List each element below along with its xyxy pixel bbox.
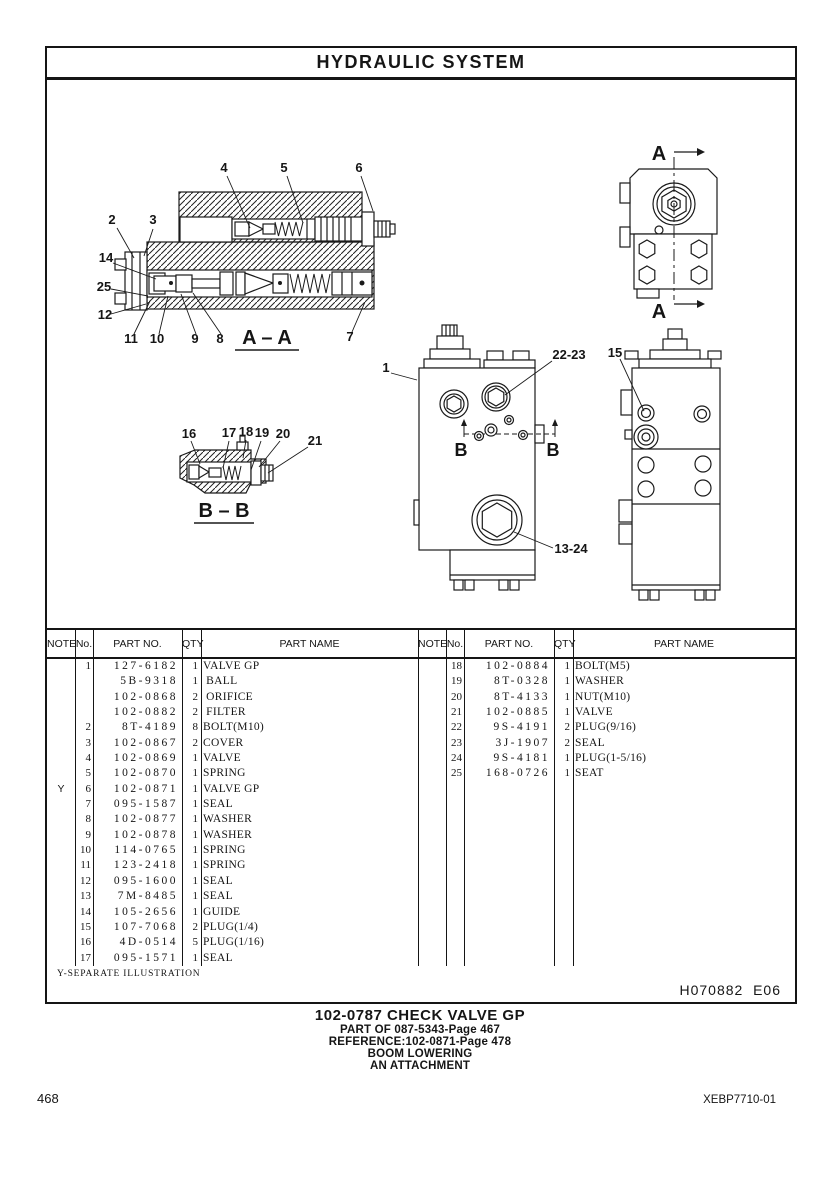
cell-note [418,751,446,767]
cell-qty: 2 [192,736,198,749]
cell-part-no: 095-1571 [113,951,178,964]
table-row [47,828,418,843]
section-marker-b-right: B [546,440,560,460]
cell-note [47,674,75,690]
cell-no: 21 [451,706,462,719]
cell-qty: 2 [192,920,198,933]
cell-note [47,951,75,967]
cell-part-name: BALL [203,675,238,688]
table-header [418,630,795,659]
table-row [47,751,418,766]
cell-no: 25 [451,767,462,780]
cell-note [47,920,75,936]
header-no: No. [75,637,93,650]
cell-note [418,659,446,675]
cell-no: 8 [85,813,91,826]
cell-no: 17 [80,951,91,964]
callout-7: 7 [346,329,354,344]
cell-note [47,659,75,675]
cell-no: 11 [80,859,91,872]
callout-13-24: 13-24 [554,541,588,556]
table-body [418,659,795,782]
cell-part-no: 102-0878 [113,828,178,841]
table-row [47,705,418,720]
cell-note [47,751,75,767]
table-row [47,951,418,966]
cell-qty: 1 [192,951,198,964]
callout-9: 9 [191,331,199,346]
cell-note [418,766,446,782]
table-row [47,720,418,735]
cell-no: 7 [85,798,91,811]
cell-part-name: SEAL [575,736,605,749]
cell-no: 5 [85,767,91,780]
cell-part-name: VALVE GP [203,782,260,795]
table-row [47,858,418,873]
cell-part-name: PLUG(1-5/16) [575,752,647,765]
cell-part-name: SPRING [203,859,246,872]
cell-no: 15 [80,920,91,933]
cell-note [47,797,75,813]
table-row [47,674,418,689]
callout-5: 5 [280,160,288,175]
cell-no: 13 [80,890,91,903]
top-view-drawing [620,148,717,308]
page-frame [45,46,797,1004]
header-part-no: PART NO. [113,637,162,650]
cell-qty: 5 [192,936,198,949]
callout-22-23: 22-23 [552,347,586,362]
cell-part-name: VALVE [203,752,241,765]
table-row [47,659,418,674]
cell-no: 12 [80,874,91,887]
table-row [47,736,418,751]
technical-drawing [47,80,795,628]
table-row [418,751,795,766]
header-qty: QTY [182,637,204,650]
cell-no [75,690,93,706]
cell-part-no: 9S-4191 [493,721,550,734]
cell-part-no: 127-6182 [113,660,178,672]
cell-note [47,690,75,706]
cell-part-name: SPRING [203,844,246,857]
table-row [47,935,418,950]
cell-qty: 1 [192,905,198,918]
callout-15: 15 [607,345,623,360]
callout-1: 1 [382,360,390,375]
table-row [418,705,795,720]
callout-10: 10 [149,331,165,346]
cell-note [418,674,446,690]
cell-part-no: 095-1600 [113,874,178,887]
cell-part-name: NUT(M10) [575,690,631,703]
cell-qty: 2 [564,736,570,749]
table-row [47,782,418,797]
cell-part-no: 4D-0514 [119,936,178,949]
table-row [418,690,795,705]
callout-18: 18 [238,424,254,439]
section-marker-b-left: B [454,440,468,460]
cell-qty: 8 [192,721,198,734]
cell-part-no: 8T-4189 [121,721,178,734]
cell-note [47,812,75,828]
cell-qty: 1 [192,752,198,765]
cell-part-no: 102-0885 [485,706,550,719]
front-view-drawing [414,325,558,590]
callout-12: 12 [97,307,113,322]
parts-table-left [47,630,418,966]
figure-caption [0,1007,840,1072]
header-note: NOTE [418,637,448,650]
cell-qty: 1 [564,767,570,780]
separate-illustration-note: Y-SEPARATE ILLUSTRATION [57,969,201,979]
header-part-name: PART NAME [653,637,715,650]
cell-note [47,720,75,736]
callout-6: 6 [355,160,363,175]
cell-no: 4 [85,752,91,765]
cell-qty: 1 [564,706,570,719]
cell-qty: 1 [564,752,570,765]
cell-part-no: 102-0882 [113,706,178,719]
cell-note: Y [57,782,65,795]
cell-qty: 1 [564,675,570,688]
cell-note [47,905,75,921]
callout-20: 20 [275,426,291,441]
header-part-no: PART NO. [484,637,534,650]
section-label-aa: A – A [242,327,292,349]
cell-qty: 1 [192,828,198,841]
cell-no: 14 [80,905,91,918]
cell-qty: 1 [564,690,570,703]
section-aa-drawing [115,192,395,310]
cell-part-no: 102-0871 [113,782,178,795]
diagram-area [47,80,795,628]
caption-title: 102-0787 CHECK VALVE GP [314,1007,526,1024]
cell-part-no: 107-7068 [113,920,178,933]
cell-part-name: BOLT(M10) [203,721,265,734]
callout-19: 19 [254,425,270,440]
table-row [47,843,418,858]
cell-part-no: 123-2418 [113,859,178,872]
cell-part-name: SEAL [203,798,233,811]
cell-no [75,705,93,721]
footnote-area [47,966,795,1002]
table-row [418,766,795,781]
cell-part-name: FILTER [203,706,246,719]
cell-part-no: 102-0867 [113,736,178,749]
parts-table-right [418,630,795,966]
cell-part-no: 8T-4133 [493,690,550,703]
parts-table [47,628,795,966]
table-row [47,889,418,904]
cell-note [47,736,75,752]
cell-no: 10 [80,844,91,857]
cell-part-name: PLUG(1/16) [203,936,265,949]
cell-no [75,674,93,690]
page-title: HYDRAULIC SYSTEM [316,52,526,72]
cell-part-name: VALVE GP [203,660,260,672]
cell-no: 22 [451,721,462,734]
cell-part-name: SEAL [203,874,233,887]
cell-no: 24 [451,752,462,765]
cell-no: 19 [451,675,462,688]
cell-part-no: 102-0868 [113,690,178,703]
header-no: No. [446,637,464,650]
cell-part-no: 105-2656 [113,905,178,918]
header-part-name: PART NAME [279,637,340,650]
callout-2: 2 [108,212,116,227]
header-qty: QTY [554,637,576,650]
cell-note [47,843,75,859]
cell-qty: 1 [192,660,198,672]
cell-no: 9 [85,828,91,841]
cell-note [47,889,75,905]
cell-qty: 1 [192,874,198,887]
cell-part-name: BOLT(M5) [575,660,631,672]
cell-part-name: SEAT [575,767,604,780]
cell-note [47,874,75,890]
side-view-labels [608,345,622,360]
section-marker-a-bottom: A [651,301,667,323]
section-label-bb: B – B [198,500,250,522]
callout-3: 3 [149,212,157,227]
callout-8: 8 [216,331,224,346]
table-row [47,920,418,935]
cell-no: 20 [451,690,462,703]
cell-qty: 1 [192,859,198,872]
caption-attachment: AN ATTACHMENT [369,1060,471,1072]
cell-note [418,705,446,721]
cell-note [418,720,446,736]
cell-part-name: ORIFICE [203,690,254,703]
cell-part-name: VALVE [575,706,613,719]
cell-part-name: SEAL [203,890,233,903]
cell-part-no: 7M-8485 [117,890,178,903]
table-row [47,690,418,705]
cell-no: 18 [451,660,462,672]
cell-part-no: 5B-9318 [120,675,178,688]
callout-17: 17 [221,425,237,440]
table-row [418,674,795,689]
callout-16: 16 [181,426,197,441]
table-row [418,659,795,674]
cell-qty: 1 [192,844,198,857]
cell-no: 3 [85,736,91,749]
cell-qty: 1 [192,767,198,780]
cell-part-no: 095-1587 [113,798,178,811]
cell-part-name: PLUG(1/4) [203,920,259,933]
cell-qty: 1 [192,890,198,903]
section-marker-a-top: A [651,143,667,165]
cell-note [47,705,75,721]
cell-part-no: 102-0877 [113,813,178,826]
cell-part-no: 168-0726 [485,767,550,780]
callout-14: 14 [98,250,114,265]
cell-no: 1 [85,660,91,672]
cell-note [418,690,446,706]
cell-part-no: 102-0884 [485,660,550,672]
cell-part-no: 9S-4181 [493,752,550,765]
cell-qty: 1 [564,660,570,672]
cell-note [47,858,75,874]
callout-4: 4 [220,160,228,175]
cell-qty: 2 [564,721,570,734]
cell-part-no: 102-0869 [113,752,178,765]
document-code: XEBP7710-01 [703,1094,776,1106]
cell-part-name: COVER [203,736,244,749]
table-row [47,812,418,827]
callout-11: 11 [124,331,138,346]
cell-qty: 2 [192,690,198,703]
cell-qty: 2 [192,706,198,719]
cell-part-no: 114-0765 [114,844,178,857]
table-header [47,630,418,659]
cell-part-name: WASHER [203,828,253,841]
cell-note [47,828,75,844]
revision-stamp: H070882 E06 [679,982,781,998]
cell-note [47,935,75,951]
cell-part-no: 3J-1907 [495,736,550,749]
table-row [47,766,418,781]
table-row [418,720,795,735]
cell-no: 16 [80,936,91,949]
cell-qty: 1 [192,782,198,795]
cell-qty: 1 [192,675,198,688]
cell-no: 23 [451,736,462,749]
side-view-drawing [619,329,721,600]
cell-part-name: SEAL [203,951,233,964]
header-note: NOTE [47,637,77,650]
cell-part-no: 8T-0328 [493,675,550,688]
cell-qty: 1 [192,813,198,826]
cell-part-name: WASHER [575,675,625,688]
cell-part-name: PLUG(9/16) [575,721,637,734]
cell-part-name: SPRING [203,767,246,780]
caption-reference: REFERENCE:102-0871-Page 478 [328,1036,512,1048]
cell-no: 2 [85,721,91,734]
page-number: 468 [37,1091,59,1106]
cell-part-name: GUIDE [203,905,241,918]
cell-part-no: 102-0870 [113,767,178,780]
callout-21: 21 [307,433,323,448]
cell-note [418,736,446,752]
table-body [47,659,418,966]
cell-part-name: WASHER [203,813,253,826]
table-row [418,736,795,751]
table-row [47,905,418,920]
table-row [47,797,418,812]
caption-part-of: PART OF 087-5343-Page 467 [339,1024,501,1036]
cell-qty: 1 [192,798,198,811]
caption-boom-lowering: BOOM LOWERING [367,1048,473,1060]
cell-no: 6 [85,782,91,795]
cell-note [47,766,75,782]
title-bar [47,48,795,80]
section-bb-drawing [180,436,273,493]
callout-25: 25 [96,279,112,294]
table-row [47,874,418,889]
